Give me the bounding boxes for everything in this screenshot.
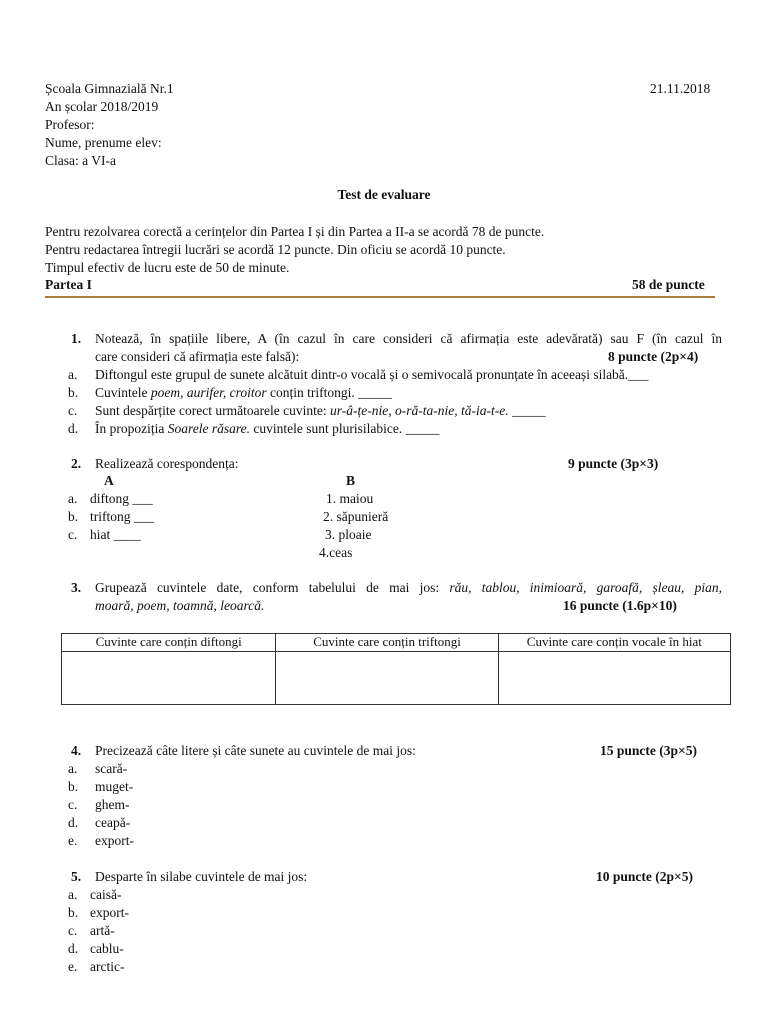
class-label: Clasa: a VI-a — [45, 153, 116, 168]
q2-b-item: triftong ___ — [90, 509, 155, 524]
q5-item-e-letter: e. — [68, 959, 78, 974]
intro-line-2: Pentru redactarea întregii lucrări se acordă 12 puncte. Din oficiu se acordă 10 puncte. — [45, 242, 506, 257]
q4-item-b-text: muget- — [95, 779, 134, 794]
q1-number: 1. — [71, 331, 82, 346]
part-label: Partea I — [45, 277, 92, 292]
q3-text-line-2: moară, poem, toamnă, leoarcă. — [95, 598, 265, 613]
q3-answer-cell-hiatus[interactable] — [498, 652, 730, 705]
q5-item-b-letter: b. — [68, 905, 79, 920]
q4-item-e-text: export- — [95, 833, 134, 848]
q2-column-a-header: A — [104, 473, 114, 488]
q3-answer-cell-diphthongs[interactable] — [62, 652, 276, 705]
q3-answer-table — [61, 633, 731, 705]
q1-item-b-text: Cuvintele poem, aurifer, croitor conțin triftongi. _____ — [95, 385, 392, 400]
q4-number: 4. — [71, 743, 82, 758]
school-year: An școlar 2018/2019 — [45, 99, 159, 114]
q3-answer-cell-triphthongs[interactable] — [276, 652, 498, 705]
q2-c-item: hiat ____ — [90, 527, 141, 542]
q2-a-item: diftong ___ — [90, 491, 153, 506]
intro-line-3: Timpul efectiv de lucru este de 50 de minute. — [45, 260, 290, 275]
q5-item-a-letter: a. — [68, 887, 78, 902]
q3-table-header-hiatus: Cuvinte care conțin vocale în hiat — [498, 634, 730, 652]
q1-item-c-letter: c. — [68, 403, 78, 418]
student-name-label: Nume, prenume elev: — [45, 135, 162, 150]
q1-item-a-letter: a. — [68, 367, 78, 382]
q2-a-letter: a. — [68, 491, 78, 506]
q3-points: 16 puncte (1.6p×10) — [563, 598, 677, 613]
q2-text: Realizează corespondența: — [95, 456, 239, 471]
q5-number: 5. — [71, 869, 82, 884]
page-title: Test de evaluare — [337, 187, 431, 202]
q1-item-d-text: În propoziția Soarele răsare. cuvintele sunt plurisilabice. _____ — [95, 421, 440, 436]
q1-text-line-2: care consideri că afirmația este falsă): — [95, 349, 300, 364]
q2-c-letter: c. — [68, 527, 78, 542]
q5-item-d-letter: d. — [68, 941, 79, 956]
q4-item-e-letter: e. — [68, 833, 78, 848]
q1-text-line-1: Notează, în spațiile libere, A (în cazul în care consideri că afirmația este adevărată) sau F (în cazul în — [95, 331, 722, 346]
q3-text-line-1: Grupează cuvintele date, conform tabelului de mai jos: rău, tablou, inimioară, garoafă, șleau, pian, — [95, 580, 722, 595]
q5-item-b-text: export- — [90, 905, 129, 920]
q2-b-option-1: 1. maiou — [326, 491, 374, 506]
school-name: Școala Gimnazială Nr.1 — [45, 81, 174, 96]
part-points: 58 de puncte — [632, 277, 705, 292]
q1-item-d-letter: d. — [68, 421, 79, 436]
q1-points: 8 puncte (2p×4) — [608, 349, 699, 364]
q5-item-d-text: cablu- — [90, 941, 124, 956]
q5-item-a-text: caisă- — [90, 887, 122, 902]
test-date: 21.11.2018 — [650, 81, 711, 96]
q3-table-header-diphthongs: Cuvinte care conțin diftongi — [62, 634, 276, 652]
q2-number: 2. — [71, 456, 82, 471]
q3-number: 3. — [71, 580, 82, 595]
q2-b-option-4: 4.ceas — [319, 545, 353, 560]
q4-item-b-letter: b. — [68, 779, 79, 794]
intro-line-1: Pentru rezolvarea corectă a cerințelor din Partea I și din Partea a II-a se acordă 78 de puncte. — [45, 224, 545, 239]
section-divider — [45, 296, 715, 298]
teacher-label: Profesor: — [45, 117, 95, 132]
q5-item-c-letter: c. — [68, 923, 78, 938]
q4-item-a-text: scară- — [95, 761, 128, 776]
q4-item-a-letter: a. — [68, 761, 78, 776]
q4-item-c-letter: c. — [68, 797, 78, 812]
q4-points: 15 puncte (3p×5) — [600, 743, 697, 758]
q5-text: Desparte în silabe cuvintele de mai jos: — [95, 869, 308, 884]
q5-item-c-text: artă- — [90, 923, 115, 938]
q2-b-option-2: 2. săpunieră — [323, 509, 389, 524]
q2-b-option-3: 3. ploaie — [325, 527, 372, 542]
q1-item-a-text: Diftongul este grupul de sunete alcătuit dintr-o vocală și o semivocală pronunțate în aceeași silabă.___ — [95, 367, 649, 382]
q1-item-b-letter: b. — [68, 385, 79, 400]
q4-item-c-text: ghem- — [95, 797, 130, 812]
q1-item-c-text: Sunt despărțite corect următoarele cuvinte: ur-â-țe-nie, o-ră-ta-nie, tă-ia-t-e. _____ — [95, 403, 546, 418]
q2-column-b-header: B — [346, 473, 356, 488]
q4-item-d-text: ceapă- — [95, 815, 131, 830]
q3-table-header-triphthongs: Cuvinte care conțin triftongi — [276, 634, 498, 652]
q4-text: Precizează câte litere și câte sunete au cuvintele de mai jos: — [95, 743, 416, 758]
q4-item-d-letter: d. — [68, 815, 79, 830]
q2-b-letter: b. — [68, 509, 79, 524]
q5-points: 10 puncte (2p×5) — [596, 869, 693, 884]
q5-item-e-text: arctic- — [90, 959, 125, 974]
q2-points: 9 puncte (3p×3) — [568, 456, 659, 471]
